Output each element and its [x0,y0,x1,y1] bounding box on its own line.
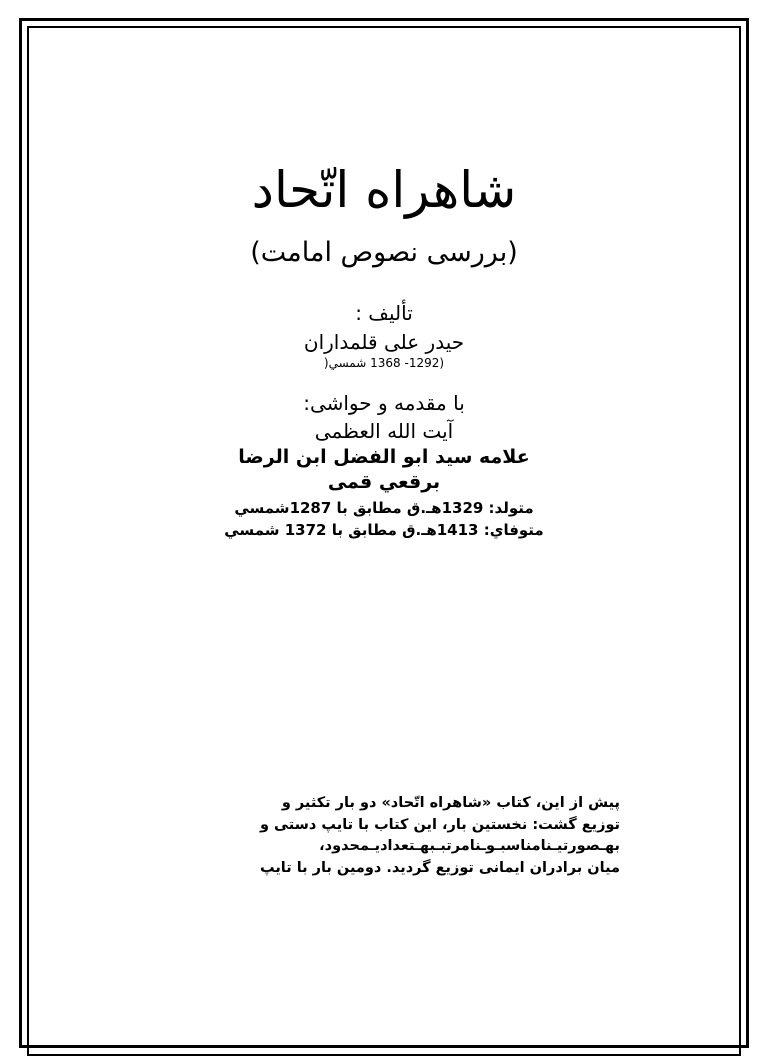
intro-label: با مقدمه و حواشی: [303,391,465,415]
scholar-name-continued: برقعي قمی [327,471,441,493]
scholar-death: متوفاي: 1413هـ.ق مطابق با 1372 شمسي [224,521,544,539]
scholar-honorific: آیت الله العظمی [314,419,454,443]
paragraph-line: پیش از این، کتاب «شاهراه اتّحاد» دو بار تکثیر و [281,795,620,811]
scholar-name: علامه سید ابو الفضل ابن الرضا [238,446,530,468]
paragraph-line: بهـصورتیـنامناسبـوـنامرتبـبهـتعدادیـمحدود، [319,838,620,854]
paragraph-line: توزیع گشت: نخستین بار، این کتاب با تایپ دستی و [260,816,620,833]
scholar-birth: متولد: 1329هـ.ق مطابق با 1287شمسي [234,499,534,517]
intro-paragraph [150,793,620,879]
author-dates: (1292- 1368 شمسي( [323,356,445,370]
author-label: تألیف : [355,301,413,325]
book-subtitle: (بررسی نصوص امامت) [250,237,518,268]
author-name: حیدر علی قلمداران [303,330,465,354]
paragraph-line: میان برادران ایمانی توزیع گردید. دومین بار با تایپ [259,859,620,876]
book-title: شاهراه اتّحاد [251,161,517,219]
